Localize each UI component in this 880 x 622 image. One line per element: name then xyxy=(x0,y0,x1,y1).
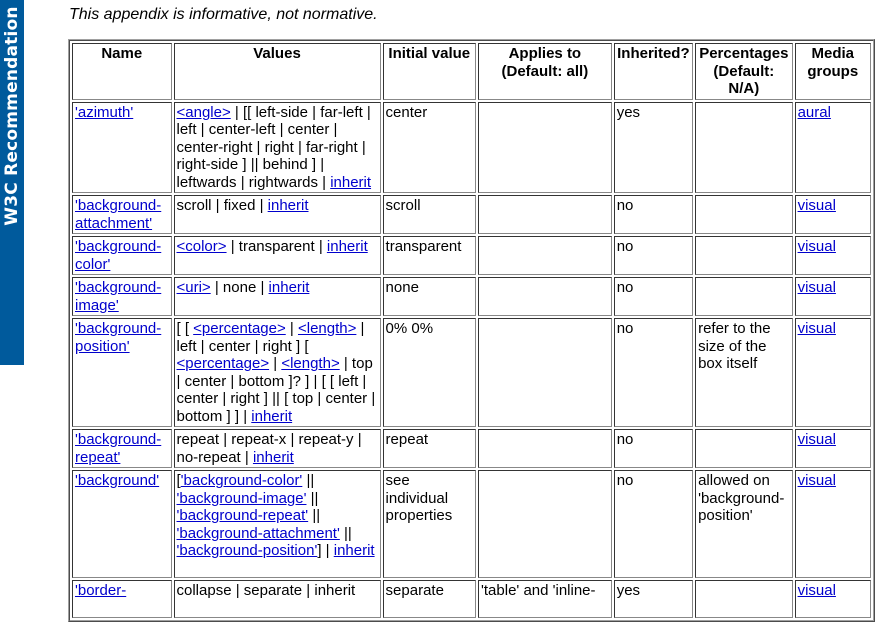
property-link[interactable]: 'background' xyxy=(75,472,160,489)
cell-initial: see individual properties xyxy=(383,470,476,578)
property-ref-link[interactable]: 'background-color' xyxy=(180,472,303,489)
cell-media xyxy=(795,195,871,234)
cell-applies xyxy=(478,470,612,578)
value-type-link[interactable]: <uri> xyxy=(176,279,211,296)
cell-values: collapse | separate | inherit xyxy=(174,580,381,618)
value-type-link[interactable]: <color> xyxy=(176,238,227,255)
cell-applies xyxy=(478,318,612,427)
inherit-link[interactable]: inherit xyxy=(251,407,293,425)
w3c-status-label: W3C Recommendation xyxy=(2,6,22,226)
cell-values: <uri> | none | inherit xyxy=(174,277,381,316)
cell-inherited: no xyxy=(614,318,693,427)
cell-values: [ [ <percentage> | <length> | left | center | right ] [ <percentage> | <length> | top | center | bottom ]? ] | [ [ left | center | right ] || [ top | center | bottom ] ] | inherit xyxy=(174,318,381,427)
col-header-percentages: Percentages (Default: N/A) xyxy=(695,43,792,100)
cell-media xyxy=(795,470,871,578)
cell-inherited: yes xyxy=(614,102,693,194)
cell-media xyxy=(795,429,871,468)
cell-values: scroll | fixed | inherit xyxy=(174,195,381,234)
table-row xyxy=(72,236,871,275)
inherit-link[interactable]: inherit xyxy=(252,448,294,466)
cell-initial: none xyxy=(383,277,476,316)
property-ref-link[interactable]: 'background-repeat' xyxy=(176,507,309,524)
value-type-link[interactable]: <angle> xyxy=(176,103,231,121)
media-group-link[interactable]: visual xyxy=(797,431,836,448)
cell-percentages xyxy=(695,580,792,618)
table-row xyxy=(72,429,871,468)
col-header-inherited: Inherited? xyxy=(614,43,693,100)
property-ref-link[interactable]: 'background-image' xyxy=(176,489,307,507)
cell-name xyxy=(72,318,172,427)
informative-note: This appendix is informative, not normative. xyxy=(69,6,378,23)
cell-percentages: allowed on 'background-position' xyxy=(695,470,792,578)
cell-applies xyxy=(478,429,612,468)
table-row xyxy=(72,580,871,618)
cell-media xyxy=(795,102,871,194)
value-type-link[interactable]: <length> xyxy=(297,320,357,337)
property-link[interactable]: 'azimuth' xyxy=(75,103,134,121)
property-index-table xyxy=(68,39,875,622)
col-header-name: Name xyxy=(72,43,172,100)
col-header-applies: Applies to (Default: all) xyxy=(478,43,612,100)
media-group-link[interactable]: visual xyxy=(797,472,836,489)
property-link[interactable]: 'border- xyxy=(75,582,127,599)
cell-applies xyxy=(478,195,612,234)
property-ref-link[interactable]: 'background-attachment' xyxy=(176,524,340,542)
cell-applies xyxy=(478,277,612,316)
col-header-initial: Initial value xyxy=(383,43,476,100)
media-group-link[interactable]: visual xyxy=(797,238,836,255)
cell-percentages xyxy=(695,195,792,234)
property-link[interactable]: 'background-image' xyxy=(75,279,162,314)
cell-name xyxy=(72,195,172,234)
cell-inherited: no xyxy=(614,236,693,275)
cell-applies: 'table' and 'inline- xyxy=(478,580,612,618)
cell-inherited: no xyxy=(614,429,693,468)
cell-inherited: no xyxy=(614,195,693,234)
table-row xyxy=(72,318,871,427)
cell-percentages: refer to the size of the box itself xyxy=(695,318,792,427)
cell-inherited: no xyxy=(614,277,693,316)
cell-values: repeat | repeat-x | repeat-y | no-repeat | inherit xyxy=(174,429,381,468)
cell-values: <angle> | [[ left-side | far-left | left | center-left | center | center-right | right | far-right | right-side ] || behind ] | leftwards | rightwards | inherit xyxy=(174,102,381,194)
cell-name xyxy=(72,470,172,578)
table-row xyxy=(72,102,871,194)
cell-name xyxy=(72,236,172,275)
cell-name xyxy=(72,429,172,468)
cell-initial: scroll xyxy=(383,195,476,234)
cell-media xyxy=(795,277,871,316)
cell-percentages xyxy=(695,277,792,316)
property-index-table-wrapper xyxy=(68,39,875,622)
media-group-link[interactable]: aural xyxy=(797,103,831,121)
cell-media xyxy=(795,318,871,427)
value-type-link[interactable]: <length> xyxy=(281,355,340,372)
media-group-link[interactable]: visual xyxy=(797,320,836,337)
media-group-link[interactable]: visual xyxy=(797,582,836,599)
cell-percentages xyxy=(695,102,792,194)
cell-name xyxy=(72,102,172,194)
property-link[interactable]: 'background-position' xyxy=(75,320,162,355)
cell-applies xyxy=(478,102,612,194)
cell-inherited: yes xyxy=(614,580,693,618)
col-header-media: Media groups xyxy=(795,43,871,100)
inherit-link[interactable]: inherit xyxy=(267,197,309,214)
media-group-link[interactable]: visual xyxy=(797,197,836,214)
cell-media xyxy=(795,236,871,275)
cell-inherited: no xyxy=(614,470,693,578)
cell-initial: repeat xyxy=(383,429,476,468)
inherit-link[interactable]: inherit xyxy=(326,238,368,255)
cell-name xyxy=(72,580,172,618)
table-row xyxy=(72,277,871,316)
cell-media xyxy=(795,580,871,618)
cell-initial: 0% 0% xyxy=(383,318,476,427)
cell-percentages xyxy=(695,429,792,468)
cell-initial: separate xyxy=(383,580,476,618)
inherit-link[interactable]: inherit xyxy=(268,279,310,296)
table-row xyxy=(72,195,871,234)
property-link[interactable]: 'background-attachment' xyxy=(75,197,162,232)
property-link[interactable]: 'background-color' xyxy=(75,238,162,273)
property-ref-link[interactable]: 'background-position' xyxy=(176,542,318,559)
cell-initial: center xyxy=(383,102,476,194)
inherit-link[interactable]: inherit xyxy=(333,542,375,559)
media-group-link[interactable]: visual xyxy=(797,279,836,296)
cell-applies xyxy=(478,236,612,275)
value-type-link[interactable]: <percentage> xyxy=(193,320,286,337)
cell-name xyxy=(72,277,172,316)
table-header-row xyxy=(72,43,871,100)
col-header-values: Values xyxy=(174,43,381,100)
table-row xyxy=(72,470,871,578)
cell-initial: transparent xyxy=(383,236,476,275)
inherit-link[interactable]: inherit xyxy=(330,173,372,191)
cell-percentages xyxy=(695,236,792,275)
w3c-status-tab[interactable] xyxy=(0,0,24,365)
cell-values: <color> | transparent | inherit xyxy=(174,236,381,275)
property-link[interactable]: 'background-repeat' xyxy=(75,431,162,466)
value-type-link[interactable]: <percentage> xyxy=(176,355,270,372)
cell-values: ['background-color' || 'background-image' || 'background-repeat' || 'background-attachment' || 'background-position'] | inherit xyxy=(174,470,381,578)
